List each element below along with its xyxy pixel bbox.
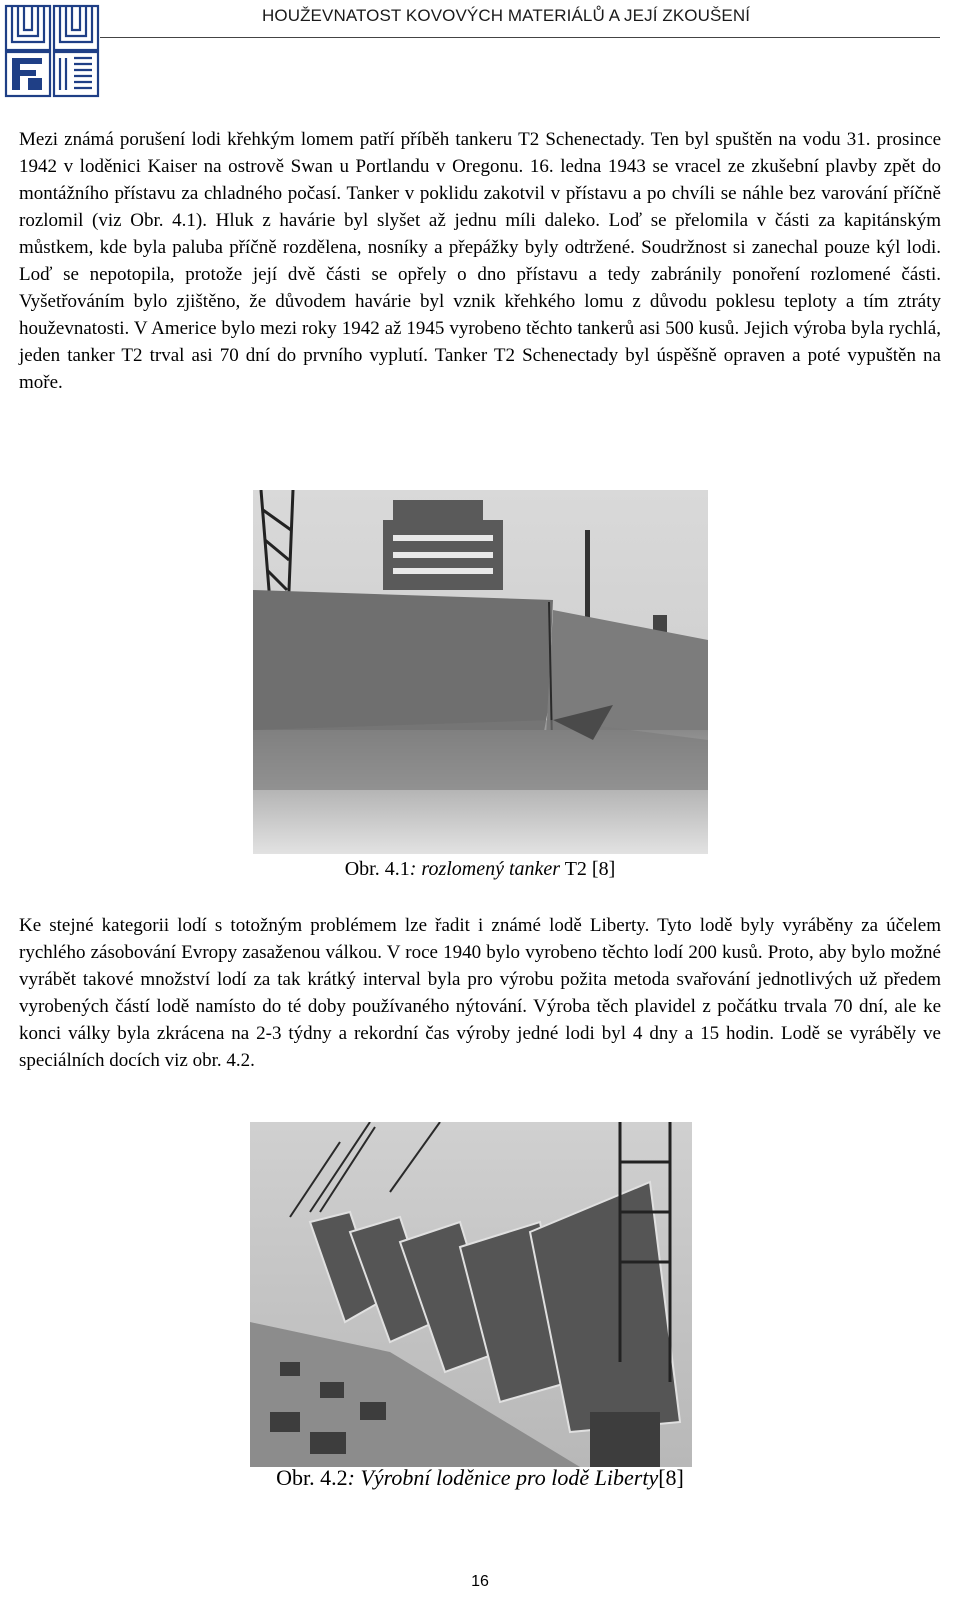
figure-caption-4-2 <box>0 1465 960 1491</box>
body-paragraph-1: Mezi známá porušení lodi křehkým lomem patří příběh tankeru T2 Schenectady. Ten byl spuštěn na vodu 31. prosince 1942 v loděnici Kaiser na ostrově Swan u Portlandu v Oregonu. 16. ledna 1943 se vracel ze zkušební plavby zpět do montážního přístavu za chladného počasí. Tanker v poklidu zakotvil v přístavu a po chvíli se náhle bez varování příčně rozlomil (viz Obr. 4.1). Hluk z havárie byl slyšet až jednu míli daleko. Loď se přelomila v části za kapitánským můstkem, kde byla paluba příčně rozdělena, nosníky a přepážky byly odtržené. Soudržnost si zanechal pouze kýl lodi. Loď se nepotopila, protože její dvě části se opřely o dno přístavu a tedy zabránily ponoření rozlomené části. Vyšetřováním bylo zjištěno, že důvodem havárie byl vznik křehkého lomu z důvodu poklesu teploty a tím ztráty houževnatosti. V Americe bylo mezi roky 1942 až 1945 vyrobeno těchto tankerů asi 500 kusů. Jejich výroba byla rychlá, jeden tanker T2 trval asi 70 dní do prvního vyplutí. Tanker T2 Schenectady byl úspěšně opraven a poté vypuštěn na moře. <box>19 129 941 393</box>
caption-italic-text: rozlomený tanker <box>421 858 561 880</box>
caption-separator: : <box>347 1465 361 1490</box>
liberty-shipyard-image <box>250 1122 692 1467</box>
university-logo-icon <box>4 4 100 98</box>
caption-rest-text: [8] <box>658 1465 684 1490</box>
page-number: 16 <box>471 1573 489 1590</box>
caption-separator: : <box>409 858 422 880</box>
tanker-photo <box>253 490 708 854</box>
caption-italic-text: Výrobní loděnice pro lodě Liberty <box>360 1465 659 1490</box>
figure-caption-4-1 <box>0 856 960 882</box>
broken-tanker-image <box>253 490 708 854</box>
page-header <box>0 0 960 100</box>
figure-label: Obr. 4.2 <box>276 1465 348 1490</box>
body-paragraph-2: Ke stejné kategorii lodí s totožným problémem lze řadit i známé lodě Liberty. Tyto lodě byly vyráběny za účelem rychlého zásobování Evropy zasaženou válkou. V roce 1940 bylo vyrobeno těchto lodí 200 kusů. Proto, aby bylo možné vyrábět takové množství lodí za tak krátký interval byla pro výrobu požita metoda svařování jednotlivých už předem vyrobených částí lodě namísto do té doby používaného nýtování. Výroba těch plavidel z počátku trvala 70 dní, ale ke konci války byla zkrácena na 2-3 týdny a rekordní čas výroby jedné lodi byl 4 dny a 15 hodin. Lodě se vyráběly ve speciálních docích viz obr. 4.2. <box>19 915 941 1071</box>
shipyard-photo <box>250 1122 692 1467</box>
figure-label: Obr. 4.1 <box>344 858 410 880</box>
caption-rest-text: T2 [8] <box>560 858 616 880</box>
header-divider <box>100 37 940 38</box>
header-title: HOUŽEVNATOST KOVOVÝCH MATERIÁLŮ A JEJÍ ZKOUŠENÍ <box>262 6 751 25</box>
